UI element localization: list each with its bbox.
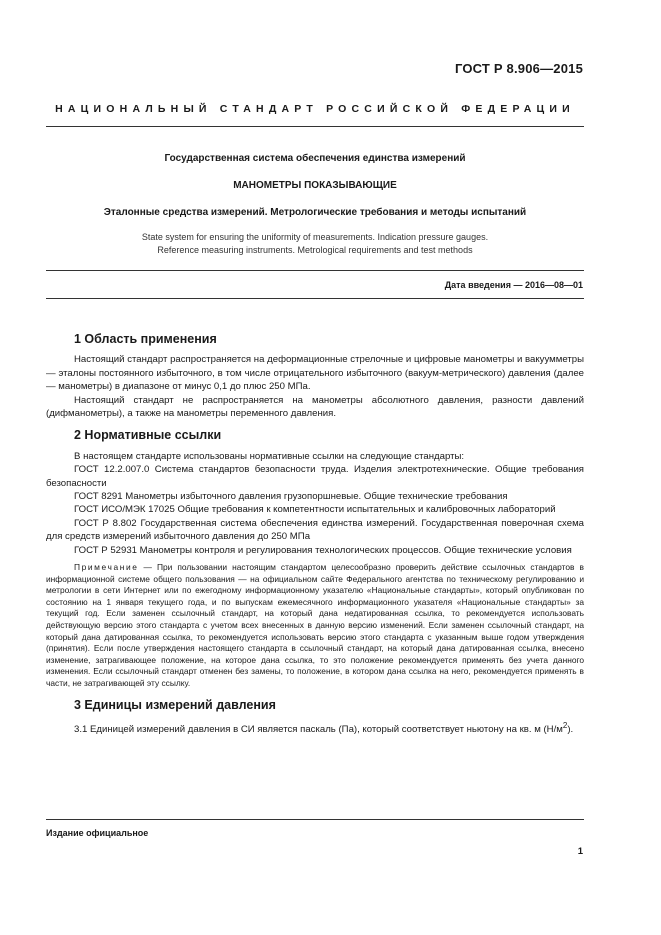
section3-text: 3.1 Единицей измерений давления в СИ является паскаль (Па), который соответствует ньютону на кв. м (Н/м: [74, 724, 563, 736]
note-text: — При пользовании настоящим стандартом целесообразно проверить действие ссылочных стандартов в информационной системе общего пользования — на официальном сайте Федерального агентства по техническому регулированию и метрологии в сети Интернет или по ежегодному информационному указателю «Национальные стандарты», который опубликован по состоянию на 1 января текущего года, и по выпускам ежемесячного информационного указателя «Национальные стандарты» за текущий год. Если заменен ссылочный стандарт, на который дана недатированная ссылка, то рекомендуется использовать действующую версию этого стандарта с учетом всех внесенных в данную версию изменений. Если заменен ссылочный стандарт, на который дана датированная ссылка, то рекомендуется использовать версию этого стандарта с указанным выше годом утверждения (принятия). Если после утверждения настоящего стандарта в ссылочный стандарт, на который дана датированная ссылка, внесено изменение, затрагивающее положение, на которое дана ссылка, то это положение рекомендуется применять без учета данного изменения. Если ссылочный стандарт отменен без замены, то положение, в котором дана ссылка на него, рекомендуется применять в части, не затрагивающей эту ссылку.: [46, 562, 584, 689]
section3-paragraph: [46, 719, 584, 737]
section2-intro: В настоящем стандарте использованы нормативные ссылки на следующие стандарты:: [74, 450, 465, 462]
footer-rule: [46, 819, 584, 820]
title-english: [46, 231, 584, 257]
gost-code: ГОСТ Р 8.906—2015: [454, 61, 583, 76]
section3-heading: 3 Единицы измерений давления: [74, 697, 276, 712]
reference-item: ГОСТ 8291 Манометры избыточного давления грузопоршневые. Общие технические требования: [74, 491, 508, 503]
page-number: 1: [577, 846, 583, 857]
reference-item: ГОСТ ИСО/МЭК 17025 Общие требования к компетентности испытательных и калибровочных лабораторий: [74, 504, 556, 516]
title-main: МАНОМЕТРЫ ПОКАЗЫВАЮЩИЕ: [233, 180, 397, 191]
note: [46, 562, 584, 690]
superscript: 2: [562, 721, 568, 731]
introduction-date: Дата введения — 2016—08—01: [444, 280, 583, 290]
section1-heading: 1 Область применения: [74, 332, 217, 346]
reference-item: ГОСТ 12.2.007.0 Система стандартов безопасности труда. Изделия электротехнические. Общие требования безопасности: [46, 464, 584, 489]
title-english-line2: Reference measuring instruments. Metrological requirements and test methods: [157, 245, 473, 255]
reference-item: ГОСТ Р 52931 Манометры контроля и регулирования технологических процессов. Общие технические условия: [74, 544, 572, 556]
section3-text-end: ).: [567, 724, 574, 736]
date-rule: [46, 298, 584, 299]
title-system: Государственная система обеспечения единства измерений: [164, 153, 466, 164]
edition-label: Издание официальное: [46, 828, 149, 838]
header-rule: [46, 126, 584, 127]
section2-heading: 2 Нормативные ссылки: [74, 428, 222, 443]
reference-item: ГОСТ Р 8.802 Государственная система обеспечения единства измерений. Государственная поверочная схема для средств измерений избыточного давления до 250 МПа: [46, 517, 584, 543]
national-standard-heading: НАЦИОНАЛЬНЫЙ СТАНДАРТ РОССИЙСКОЙ ФЕДЕРАЦИИ: [55, 103, 575, 115]
section1-paragraph: Настоящий стандарт распространяется на деформационные стрелочные и цифровые манометры и вакуумметры — эталоны постоянного избыточного, в том числе отрицательного избыточного (вакуум-метрического) давления (далее — манометры) в диапазоне от минус 0,1 до плюс 250 МПа.: [46, 354, 584, 393]
title-english-line1: State system for ensuring the uniformity of measurements. Indication pressure gauges.: [141, 232, 489, 242]
note-label: Примечание: [74, 562, 139, 573]
title-subtitle: Эталонные средства измерений. Метрологические требования и методы испытаний: [103, 207, 527, 218]
document-body: [46, 324, 584, 737]
section1-paragraph: Настоящий стандарт не распространяется на манометры абсолютного давления, разности давлений (дифманометры), а также на манометры переменного давления.: [46, 394, 584, 420]
title-rule: [46, 270, 584, 271]
